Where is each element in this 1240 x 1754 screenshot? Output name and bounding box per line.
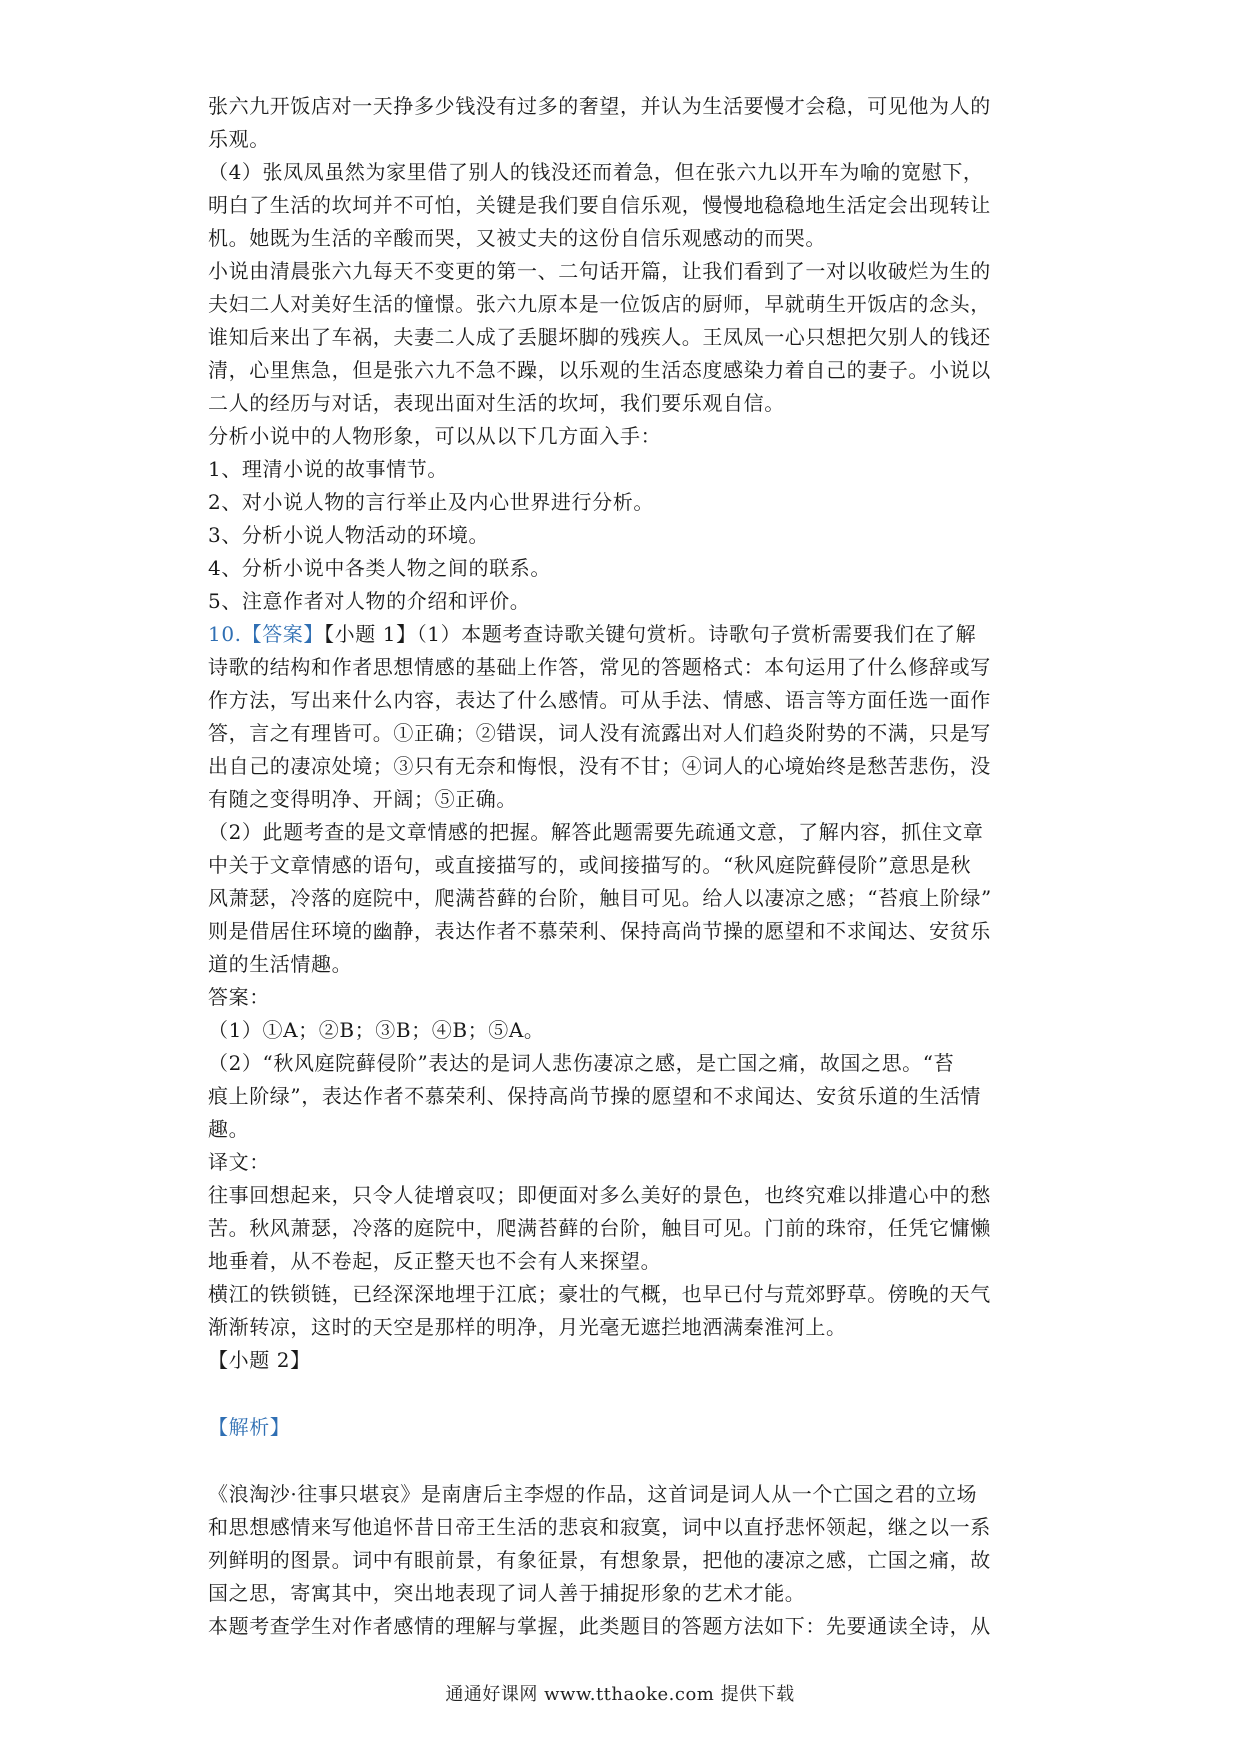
question-10-first-line xyxy=(208,618,1038,651)
text-line: 有随之变得明净、开阔；⑤正确。 xyxy=(208,787,517,811)
text-line: 和思想感情来写他追怀昔日帝王生活的悲哀和寂寞，词中以直抒悲怀领起，继之以一系 xyxy=(208,1515,991,1539)
text-line: 道的生活情趣。 xyxy=(208,952,353,976)
text-line: 风萧瑟，冷落的庭院中，爬满苔藓的台阶，触目可见。给人以凄凉之感；“苔痕上阶绿” xyxy=(208,886,992,910)
text-line: 译文： xyxy=(208,1150,270,1174)
text-line: 中关于文章情感的语句，或直接描写的，或间接描写的。“秋风庭院藓侵阶”意思是秋 xyxy=(208,853,972,877)
text-line: 诗歌的结构和作者思想情感的基础上作答，常见的答题格式：本句运用了什么修辞或写 xyxy=(208,655,991,679)
answer-text-block xyxy=(208,651,1038,1377)
text-line: 1、理清小说的故事情节。 xyxy=(208,457,448,481)
text-line: （2）此题考查的是文章情感的把握。解答此题需要先疏通文意，了解内容，抓住文章 xyxy=(208,820,984,844)
text-line: 苦。秋风萧瑟，冷落的庭院中，爬满苔藓的台阶，触目可见。门前的珠帘，任凭它慵懒 xyxy=(208,1216,991,1240)
text-line: 二人的经历与对话，表现出面对生活的坎坷，我们要乐观自信。 xyxy=(208,391,785,415)
text-line: 【小题 2】 xyxy=(208,1348,311,1372)
text-line: 5、注意作者对人物的介绍和评价。 xyxy=(208,589,531,613)
text-line: 2、对小说人物的言行举止及内心世界进行分析。 xyxy=(208,490,654,514)
question-number: 10. xyxy=(208,622,242,646)
text-line: 小说由清晨张六九每天不变更的第一、二句话开篇，让我们看到了一对以收破烂为生的 xyxy=(208,259,991,283)
page-footer: 通通好课网 www.tthaoke.com 提供下载 xyxy=(445,1684,795,1705)
text-line: 清，心里焦急，但是张六九不急不躁，以乐观的生活态度感染力着自己的妻子。小说以 xyxy=(208,358,991,382)
text-line: 国之思，寄寓其中，突出地表现了词人善于捕捉形象的艺术才能。 xyxy=(208,1581,806,1605)
text-line: （2）“秋风庭院藓侵阶”表达的是词人悲伤凄凉之感，是亡国之痛，故国之思。“苔 xyxy=(208,1051,955,1075)
text-line: 答案： xyxy=(208,985,270,1009)
text-line: 分析小说中的人物形象，可以从以下几方面入手： xyxy=(208,424,662,448)
text-line: 作方法，写出来什么内容，表达了什么感情。可从手法、情感、语言等方面任选一面作 xyxy=(208,688,991,712)
text-line: 机。她既为生活的辛酸而哭，又被丈夫的这份自信乐观感动的而哭。 xyxy=(208,226,826,250)
text-line: 3、分析小说人物活动的环境。 xyxy=(208,523,490,547)
text-line: 痕上阶绿”，表达作者不慕荣利、保持高尚节操的愿望和不求闻达、安贫乐道的生活情 xyxy=(208,1084,982,1108)
text-line: 《浪淘沙·往事只堪哀》是南唐后主李煜的作品，这首词是词人从一个亡国之君的立场 xyxy=(208,1482,978,1506)
question-10-first-line-text: 【小题 1】（1）本题考查诗歌关键句赏析。诗歌句子赏析需要我们在了解 xyxy=(324,622,977,646)
top-text-block xyxy=(208,90,1038,618)
text-line: 出自己的凄凉处境；③只有无奈和悔恨，没有不甘；④词人的心境始终是愁苦悲伤，没 xyxy=(208,754,991,778)
text-line: 往事回想起来，只令人徒增哀叹；即便面对多么美好的景色，也终究难以排遣心中的愁 xyxy=(208,1183,991,1207)
text-line: 夫妇二人对美好生活的憧憬。张六九原本是一位饭店的厨师，早就萌生开饭店的念头， xyxy=(208,292,991,316)
text-line: 明白了生活的坎坷并不可怕，关键是我们要自信乐观，慢慢地稳稳地生活定会出现转让 xyxy=(208,193,991,217)
text-line: （1）①A；②B；③B；④B；⑤A。 xyxy=(208,1018,545,1042)
blank-gap xyxy=(208,1444,1038,1478)
blank-gap xyxy=(208,1377,1038,1411)
text-line: 张六九开饭店对一天挣多少钱没有过多的奢望，并认为生活要慢才会稳，可见他为人的 xyxy=(208,94,991,118)
text-line: 地垂着，从不卷起，反正整天也不会有人来探望。 xyxy=(208,1249,662,1273)
text-line: 则是借居住环境的幽静，表达作者不慕荣利、保持高尚节操的愿望和不求闻达、安贫乐 xyxy=(208,919,991,943)
text-line: 答，言之有理皆可。①正确；②错误，词人没有流露出对人们趋炎附势的不满，只是写 xyxy=(208,721,991,745)
text-line: 列鲜明的图景。词中有眼前景，有象征景，有想象景，把他的凄凉之感，亡国之痛，故 xyxy=(208,1548,991,1572)
text-line: 横江的铁锁链，已经深深地埋于江底；豪壮的气概，也早已付与荒郊野草。傍晚的天气 xyxy=(208,1282,991,1306)
analysis-text-block xyxy=(208,1478,1038,1643)
text-line: （4）张凤凤虽然为家里借了别人的钱没还而着急，但在张六九以开车为喻的宽慰下， xyxy=(208,160,984,184)
text-line: 趣。 xyxy=(208,1117,250,1141)
page-content xyxy=(208,90,1038,1643)
text-line: 谁知后来出了车祸，夫妻二人成了丢腿坏脚的残疾人。王凤凤一心只想把欠别人的钱还 xyxy=(208,325,991,349)
text-line: 4、分析小说中各类人物之间的联系。 xyxy=(208,556,551,580)
analysis-tag: 【解析】 xyxy=(208,1415,291,1439)
answer-tag: 【答案】 xyxy=(241,622,325,646)
text-line: 渐渐转凉，这时的天空是那样的明净，月光毫无遮拦地洒满秦淮河上。 xyxy=(208,1315,847,1339)
text-line: 乐观。 xyxy=(208,127,270,151)
text-line: 本题考查学生对作者感情的理解与掌握，此类题目的答题方法如下：先要通读全诗，从 xyxy=(208,1614,991,1638)
